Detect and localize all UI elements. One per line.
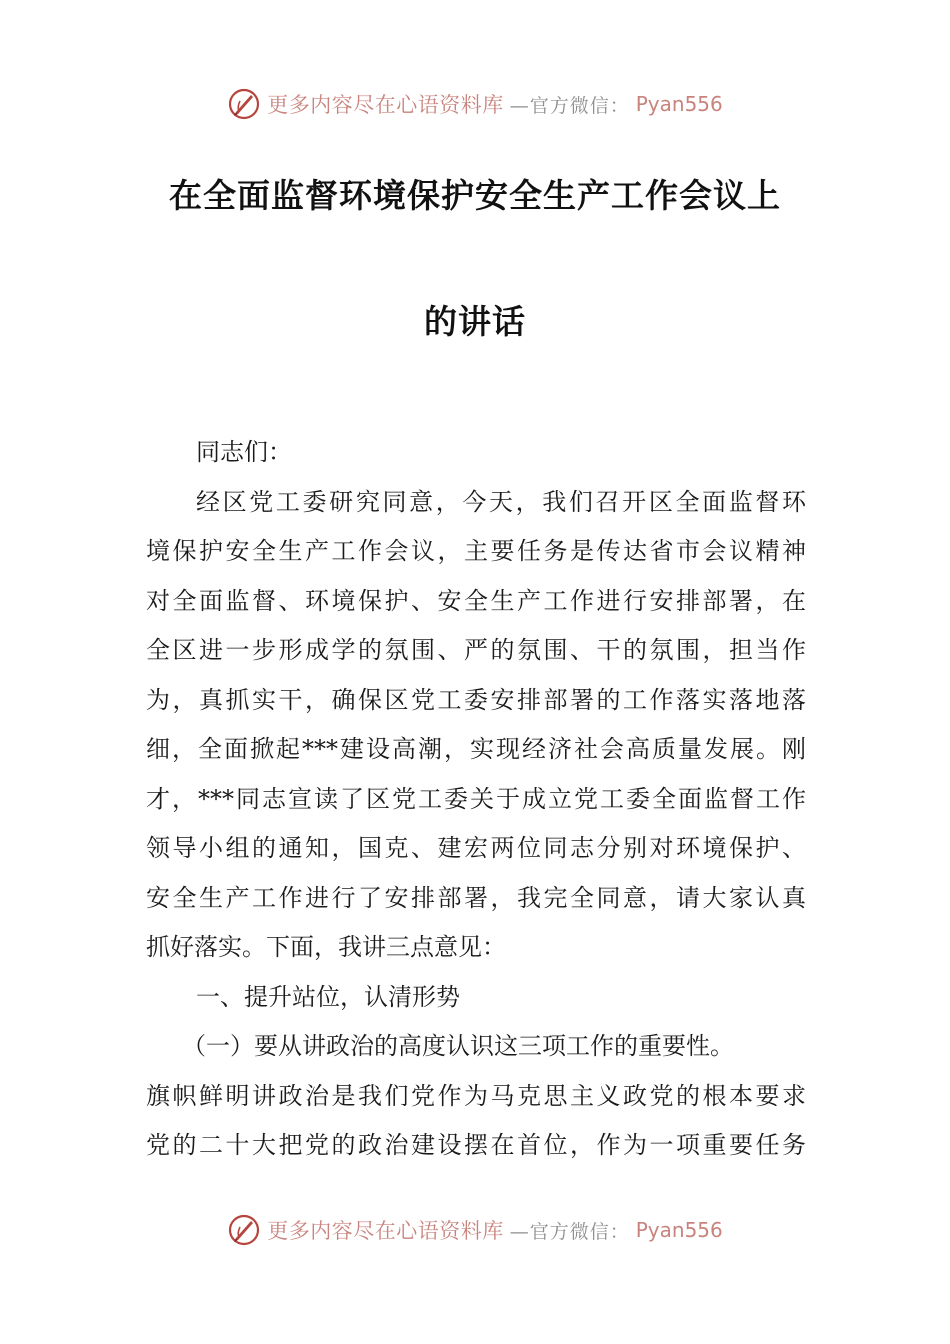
- document-title-line-1: 在全面监督环境保护安全生产工作会议上: [169, 176, 781, 215]
- watermark-contact-label: —官方微信：: [509, 1220, 630, 1243]
- body-line: 全区进一步形成学的氛围、严的氛围、干的氛围，担当作: [146, 636, 806, 664]
- watermark-text: 更多内容尽在心语资料库: [267, 93, 504, 117]
- watermark-text: 更多内容尽在心语资料库: [267, 1219, 504, 1243]
- document-title-line-2: 的讲话: [424, 302, 526, 341]
- watermark-contact-label: —官方微信：: [509, 94, 630, 117]
- body-line: 境保护安全生产工作会议，主要任务是传达省市会议精神: [146, 537, 806, 565]
- body-line: 对全面监督、环境保护、安全生产工作进行安排部署，在: [146, 586, 806, 615]
- body-line: 旗帜鲜明讲政治是我们党作为马克思主义政党的根本要求: [146, 1081, 806, 1110]
- footer-watermark: [0, 1208, 950, 1252]
- body-line: 领导小组的通知，国克、建宏两位同志分别对环境保护、: [146, 834, 806, 862]
- quill-pen-logo: [227, 1213, 261, 1247]
- subsection-heading: （一）要从讲政治的高度认识这三项工作的重要性。: [182, 1032, 734, 1060]
- document-body: [146, 428, 806, 1171]
- body-line: 抓好落实。下面，我讲三点意见：: [146, 933, 506, 961]
- body-line: 细，全面掀起***建设高潮，实现经济社会高质量发展。刚: [146, 735, 806, 763]
- body-line: 才，***同志宣读了区党工委关于成立党工委全面监督工作: [146, 784, 806, 813]
- quill-pen-logo: [227, 87, 261, 121]
- body-line: 经区党工委研究同意，今天，我们召开区全面监督环: [196, 487, 806, 516]
- watermark-wechat-id: Pyan556: [635, 92, 723, 116]
- salutation-line: 同志们：: [196, 438, 292, 466]
- body-line: 为，真抓实干，确保区党工委安排部署的工作落实落地落: [146, 685, 806, 714]
- watermark-wechat-id: Pyan556: [635, 1218, 723, 1242]
- header-watermark: [0, 82, 950, 126]
- section-heading: 一、提升站位，认清形势: [196, 982, 460, 1011]
- body-line: 安全生产工作进行了安排部署，我完全同意，请大家认真: [146, 883, 806, 912]
- body-line: 党的二十大把党的政治建设摆在首位，作为一项重要任务: [146, 1131, 806, 1159]
